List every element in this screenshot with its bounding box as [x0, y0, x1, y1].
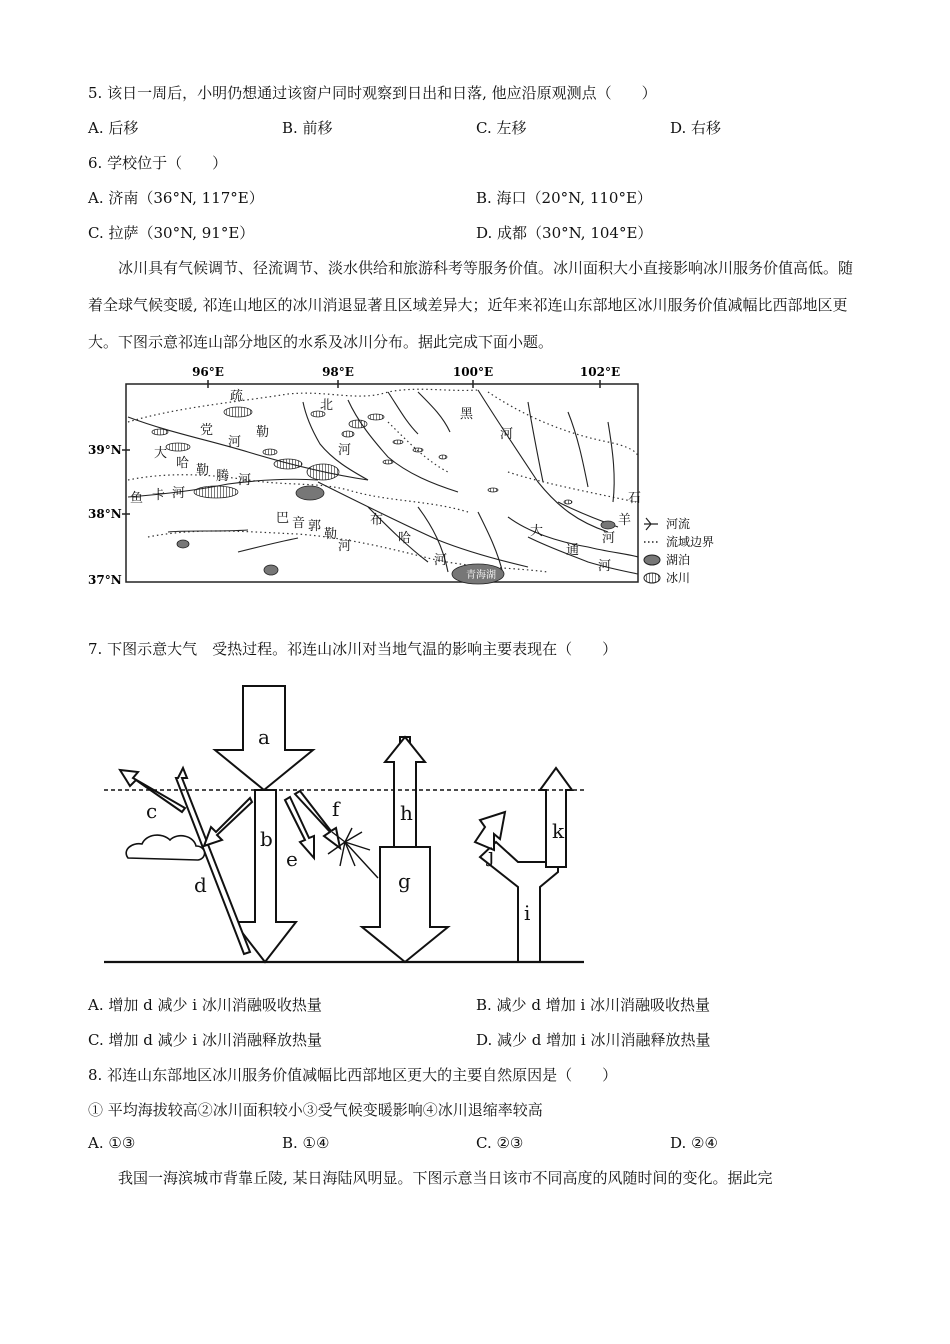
label-c: c: [146, 799, 158, 823]
place-char: 河: [338, 539, 352, 554]
q8-option-c: C. ②③: [476, 1134, 524, 1152]
q6-option-a: A. 济南（36°N, 117°E）: [88, 189, 264, 207]
place-char: 石: [628, 491, 642, 506]
arrow-to-cloud: [204, 798, 252, 846]
lat-label: 38°N: [88, 507, 122, 521]
q5-option-c: C. 左移: [476, 119, 527, 137]
label-j: j: [488, 843, 495, 867]
label-b: b: [260, 827, 273, 851]
q6-option-d: D. 成都（30°N, 104°E）: [476, 224, 653, 242]
q7-option-d: D. 减少 d 增加 i 冰川消融释放热量: [476, 1031, 711, 1049]
q5-option-d: D. 右移: [670, 119, 722, 137]
place-char: 通: [566, 543, 580, 558]
place-char: 羊: [618, 513, 632, 528]
passage-sea-breeze: 我国一海滨城市背靠丘陵, 某日海陆风明显。下图示意当日该市不同高度的风随时间的变化。据此完: [118, 1169, 773, 1187]
place-char: 黑: [460, 407, 474, 422]
legend-label: 河流: [666, 517, 691, 531]
label-k: k: [552, 819, 565, 843]
arrow-h-head: [385, 737, 425, 847]
label-h: h: [400, 801, 413, 825]
q5-option-b: B. 前移: [282, 119, 333, 137]
place-char: 勒: [324, 527, 338, 542]
atmosphere-heating-diagram: [100, 682, 590, 967]
q7-option-c: C. 增加 d 减少 i 冰川消融释放热量: [88, 1031, 322, 1049]
q8-option-b: B. ①④: [282, 1134, 330, 1152]
place-char: 河: [602, 531, 616, 546]
place-char: 北: [320, 398, 334, 413]
q6-stem: 6. 学校位于（ ）: [88, 154, 228, 172]
label-d: d: [194, 873, 207, 897]
place-char: 音: [292, 516, 306, 531]
lake-legend-icon: [644, 555, 660, 565]
label-a: a: [258, 725, 270, 749]
q5-option-a: A. 后移: [88, 119, 139, 137]
place-char: 腾: [216, 469, 230, 484]
place-char: 哈: [176, 456, 190, 471]
place-char: 哈: [398, 531, 412, 546]
place-char: 河: [338, 443, 352, 458]
lon-label: 102°E: [579, 365, 621, 379]
place-char: 大: [154, 446, 168, 461]
glacier-legend-icon: [644, 573, 660, 583]
place-char: 河: [434, 553, 448, 568]
place-char: 卡: [152, 488, 166, 503]
place-char: 大: [530, 524, 544, 539]
legend-label: 湖泊: [666, 553, 691, 567]
q7-option-b: B. 减少 d 增加 i 冰川消融吸收热量: [476, 996, 711, 1014]
place-char: 巴: [276, 511, 290, 526]
map-frame: [126, 384, 638, 582]
place-char: 河: [598, 559, 612, 574]
qinghai-lake-label: 青海湖: [466, 570, 496, 581]
legend-label: 冰川: [666, 571, 691, 585]
q8-option-d: D. ②④: [670, 1134, 718, 1152]
label-e: e: [286, 847, 298, 871]
place-char: 勒: [196, 463, 210, 478]
lat-label: 39°N: [88, 443, 122, 457]
legend-label: 流域边界: [666, 535, 715, 549]
place-char: 河: [238, 473, 252, 488]
q6-option-c: C. 拉萨（30°N, 91°E）: [88, 224, 255, 242]
scattering-rays: [328, 828, 378, 878]
label-g: g: [398, 869, 411, 893]
qilian-water-system-map: [88, 362, 753, 592]
q8-stem: 8. 祁连山东部地区冰川服务价值减幅比西部地区更大的主要自然原因是（ ）: [88, 1066, 618, 1084]
lon-label: 98°E: [322, 365, 354, 379]
cloud-icon: [126, 835, 204, 860]
place-char: 勒: [256, 425, 270, 440]
lat-label: 37°N: [88, 573, 122, 587]
place-char: 河: [172, 486, 186, 501]
lon-label: 100°E: [452, 365, 494, 379]
map-legend: [644, 516, 714, 585]
q7-stem: 7. 下图示意大气 受热过程。祁连山冰川对当地气温的影响主要表现在（ ）: [88, 640, 618, 658]
place-char: 布: [370, 513, 384, 528]
lon-label: 96°E: [192, 365, 224, 379]
q5-stem: 5. 该日一周后，小明仍想通过该窗户同时观察到日出和日落, 他应沿原观测点（ ）: [88, 84, 657, 102]
q8-option-a: A. ①③: [88, 1134, 136, 1152]
passage-glacier: 冰川具有气候调节、径流调节、淡水供给和旅游科考等服务价值。冰川面积大小直接影响冰川服务价值高低。随着全球气候变暖, 祁连山地区的冰川消退显著且区域差异大；近年来祁连山东部地区冰川服务价值减幅比西部地区更大。下图示意祁连山部分地区的水系及冰川分布。据此完成下面小题。: [88, 259, 854, 351]
arrow-k: [540, 768, 572, 867]
label-f: f: [332, 797, 340, 821]
q8-statements: ① 平均海拔较高②冰川面积较小③受气候变暖影响④冰川退缩率较高: [88, 1101, 543, 1119]
place-char: 疏: [230, 389, 244, 404]
place-char: 郭: [308, 519, 322, 534]
place-char: 党: [200, 423, 214, 438]
place-char: 河: [500, 427, 514, 442]
place-char: 河: [228, 435, 242, 450]
q7-option-a: A. 增加 d 减少 i 冰川消融吸收热量: [88, 996, 322, 1014]
arrow-d: [176, 768, 250, 954]
place-char: 鱼: [130, 491, 144, 506]
river-legend-icon: [644, 518, 658, 530]
q6-option-b: B. 海口（20°N, 110°E）: [476, 189, 652, 207]
label-i: i: [524, 901, 531, 925]
